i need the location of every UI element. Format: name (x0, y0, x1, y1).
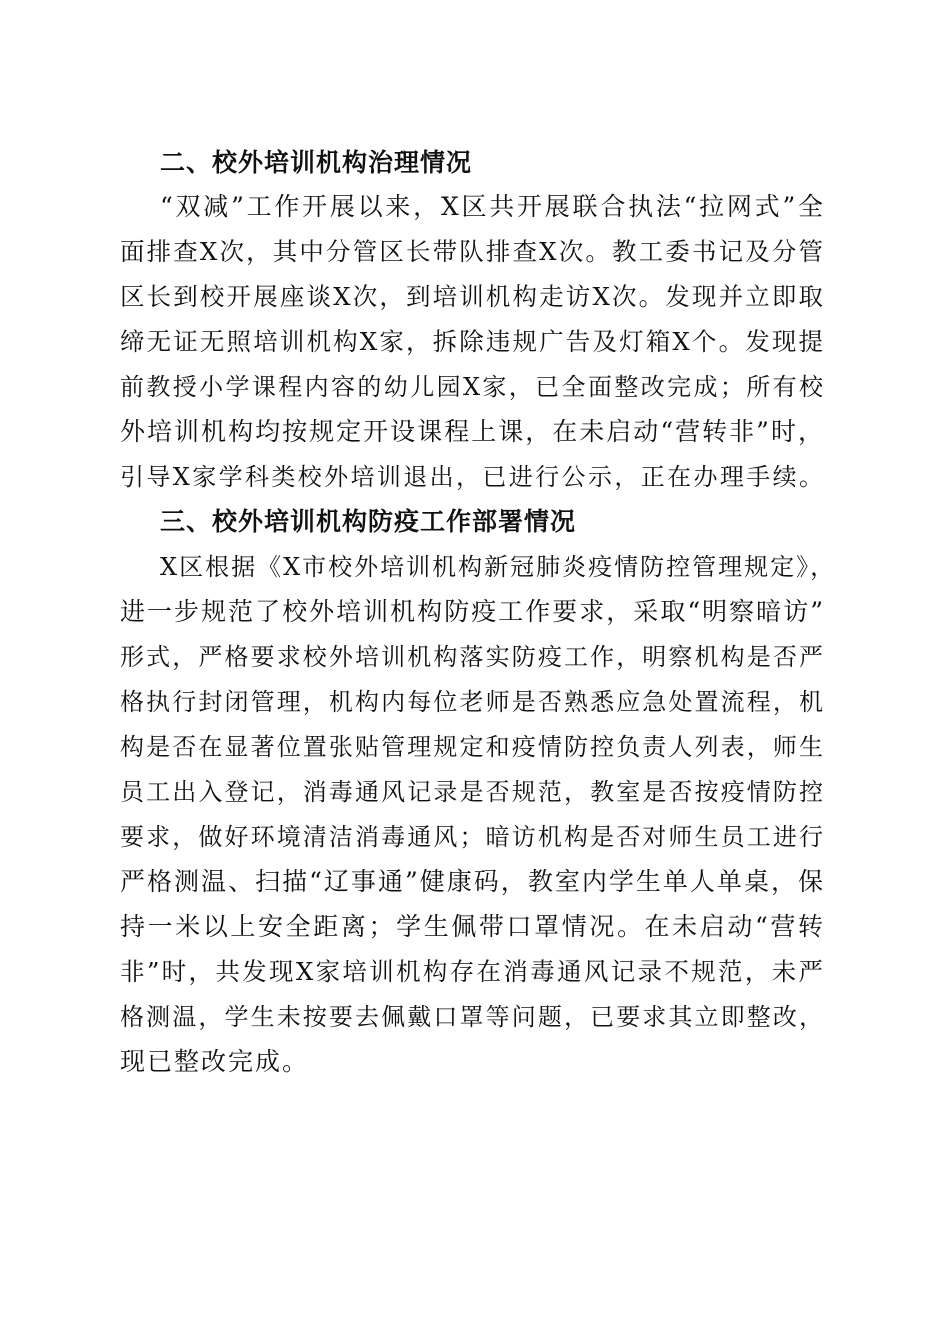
section-3-line-1: X区根据《X市校外培训机构新冠肺炎疫情防控管理规定》， (160, 553, 837, 581)
section-3-line-2: 进一步规范了校外培训机构防疫工作要求，采取“明察暗访” (120, 597, 825, 626)
section-3-line-3: 形式，严格要求校外培训机构落实防疫工作，明察机构是否严 (120, 643, 825, 671)
section-3-line-7: 要求，做好环境清洁消毒通风；暗访机构是否对师生员工进行 (120, 823, 825, 851)
section-2-line-2: 面排查X次，其中分管区长带队排查X次。教工委书记及分管 (120, 237, 825, 266)
section-3-line-6: 员工出入登记，消毒通风记录是否规范，教室是否按疫情防控 (120, 778, 825, 806)
section-3-line-5: 构是否在显著位置张贴管理规定和疫情防控负责人列表，师生 (120, 733, 825, 761)
section-3-line-10: 非”时，共发现X家培训机构存在消毒通风记录不规范，未严 (120, 957, 825, 986)
section-2-line-7: 引导X家学科类校外培训退出，已进行公示，正在办理手续。 (120, 463, 825, 491)
section-2-line-3: 区长到校开展座谈X次，到培训机构走访X次。发现并立即取 (120, 282, 825, 311)
section-2-line-1: “双减”工作开展以来，X区共开展联合执法“拉网式”全 (160, 192, 825, 221)
section-3-line-8: 严格测温、扫描“辽事通”健康码，教室内学生单人单桌，保 (120, 867, 825, 896)
section-2-line-4: 缔无证无照培训机构X家，拆除违规广告及灯箱X个。发现提 (120, 327, 825, 356)
section-3-line-9: 持一米以上安全距离；学生佩带口罩情况。在未启动“营转 (120, 912, 825, 941)
section-3-heading: 三、校外培训机构防疫工作部署情况 (160, 507, 577, 536)
section-3-line-12: 现已整改完成。 (120, 1047, 310, 1076)
section-2-line-5: 前教授小学课程内容的幼儿园X家，已全面整改完成；所有校 (120, 373, 825, 401)
section-2-heading: 二、校外培训机构治理情况 (160, 148, 473, 177)
section-3-line-11: 格测温，学生未按要去佩戴口罩等问题，已要求其立即整改， (120, 1003, 825, 1031)
section-3-line-4: 格执行封闭管理，机构内每位老师是否熟悉应急处置流程，机 (120, 688, 825, 716)
section-2-line-6: 外培训机构均按规定开设课程上课，在未启动“营转非”时， (120, 417, 825, 446)
